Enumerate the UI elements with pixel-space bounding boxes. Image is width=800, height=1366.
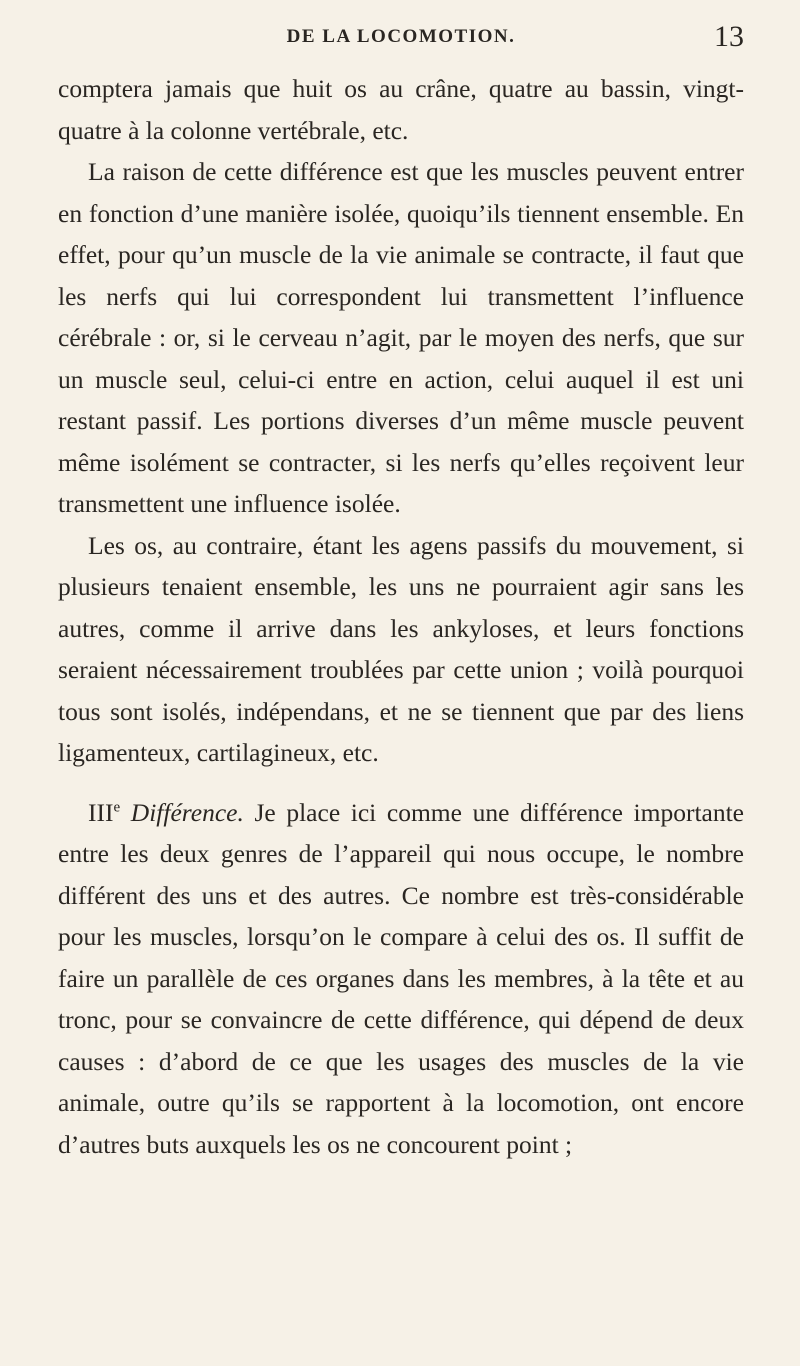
running-title: DE LA LOCOMOTION. xyxy=(286,26,516,47)
section-title: Différence. xyxy=(130,797,244,827)
body-text xyxy=(58,68,744,1165)
running-head xyxy=(58,18,744,56)
paragraph-4 xyxy=(58,792,744,1166)
paragraph-4-text: Je place ici comme une différence importante entre les deux genres de l’appareil qui nous occupe, le nombre différent des uns et des autres. Ce nombre est très-considérable pour les muscles, lorsqu’on le compare à celui des os. Il suffit de faire un parallèle de ces organes dans les membres, à la tête et au tronc, pour se convaincre de cette différence, qui dépend de deux causes : d’abord de ce que les usages des muscles de la vie animale, outre qu’ils se rapportent à la locomotion, ont encore d’autres buts auxquels les os ne concourent point ; xyxy=(58,797,745,1159)
section-numeral: III xyxy=(88,797,114,827)
page-number: 13 xyxy=(714,20,744,53)
paragraph-1: comptera jamais que huit os au crâne, quatre au bassin, vingt-quatre à la colonne vertébrale, etc. xyxy=(58,74,744,145)
paragraph-2: La raison de cette différence est que les muscles peuvent entrer en fonction d’une manière isolée, quoiqu’ils tiennent ensemble. En effet, pour qu’un muscle de la vie animale se contracte, il faut que les nerfs qui lui correspondent lui transmettent l’influence cérébrale : or, si le cerveau n’agit, par le moyen des nerfs, que sur un muscle seul, celui-ci entre en action, celui auquel il est uni restant passif. Les portions diverses d’un même muscle peuvent même isolément se contracter, si les nerfs qu’elles reçoivent leur transmettent une influence isolée. xyxy=(58,157,744,518)
paragraph-3: Les os, au contraire, étant les agens passifs du mouvement, si plusieurs tenaient ensemble, les uns ne pourraient agir sans les autres, comme il arrive dans les ankyloses, et leurs fonctions seraient nécessairement troublées par cette union ; voilà pourquoi tous sont isolés, indépendans, et ne se tiennent que par des liens ligamenteux, cartilagineux, etc. xyxy=(58,530,744,767)
section-superscript: e xyxy=(113,799,121,815)
